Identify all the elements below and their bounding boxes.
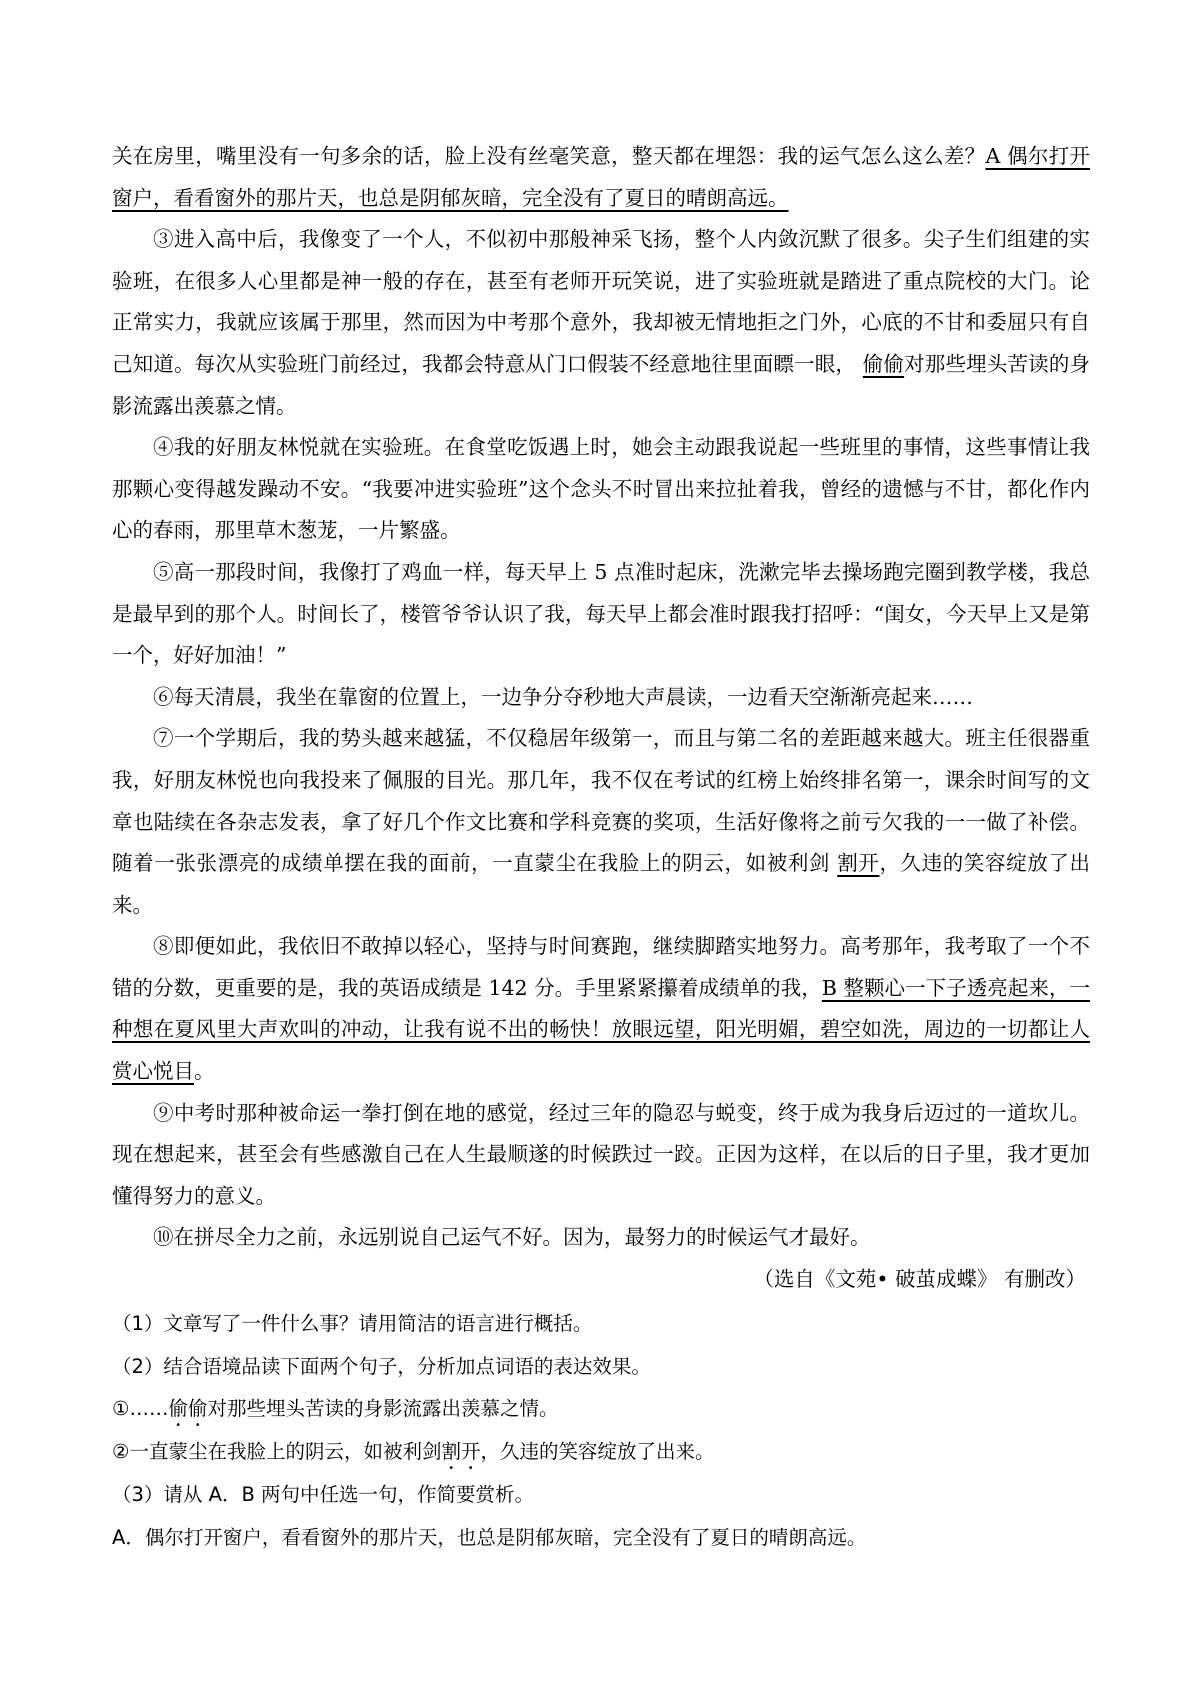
sentence-text: ①…… xyxy=(112,1397,169,1421)
paragraph-text: ⑦一个学期后，我的势头越来越猛，不仅稳居年级第一，而且与第二名的差距越来越大。班主任很器重我，好朋友林悦也向我投来了佩服的目光。那几年，我不仅在考试的红榜上始终排名第一，课余时间写的文章也陆续在各杂志发表，拿了好几个作文比赛和学科竞赛的奖项，生活好像将之前亏欠我的一一做了补偿。随着一张张漂亮的成绩单摆在我的面前，一直蒙尘在我脸上的阴云，如被利剑 xyxy=(112,726,1090,876)
paragraph-3 xyxy=(112,219,1090,427)
underlined-sentence-a: A 偶尔打开窗户，看看窗外的那片天，也总是阴郁灰暗，完全没有了夏日的晴朗高远。 xyxy=(112,144,1090,210)
paragraph-5: ⑤高一那段时间，我像打了鸡血一样，每天早上 5 点准时起床，洗漱完毕去操场跑完圈到教学楼，我总是最早到的那个人。时间长了，楼管爷爷认识了我，每天早上都会准时跟我打招呼：“闺女，今天早上又是第一个，好好加油！” xyxy=(112,559,1090,668)
paragraph-continued xyxy=(112,136,1090,219)
reading-passage xyxy=(112,136,1090,1301)
source-citation: （选自《文苑• 破茧成蝶》 有删改） xyxy=(753,1267,1086,1292)
question-2: （2）结合语境品读下面两个句子，分析加点词语的表达效果。 xyxy=(112,1354,651,1378)
paragraph-8 xyxy=(112,926,1090,1092)
paragraph-4: ④我的好朋友林悦就在实验班。在食堂吃饭遇上时，她会主动跟我说起一些班里的事情，这些事情让我那颗心变得越发躁动不安。“我要冲进实验班”这个念头不时冒出来拉扯着我，曾经的遗憾与不甘，都化作内心的春雨，那里草木葱茏，一片繁盛。 xyxy=(112,435,1090,543)
question-2-sentence-1 xyxy=(112,1388,1090,1431)
paragraph-text: 。 xyxy=(194,1059,215,1084)
question-1: （1）文章写了一件什么事？请用简洁的语言进行概括。 xyxy=(112,1312,593,1335)
dotted-word-toutou: 偷偷 xyxy=(168,1397,208,1421)
question-3-option-a: A．偶尔打开窗户，看看窗外的那片天，也总是阴郁灰暗，完全没有了夏日的晴朗高远。 xyxy=(112,1525,867,1549)
key-word-toutou: 偷偷 xyxy=(862,351,905,376)
paragraph-9: ⑨中考时那种被命运一拳打倒在地的感觉，经过三年的隐忍与蜕变，终于成为我身后迈过的一道坎儿。现在想起来，甚至会有些感激自己在人生最顺遂的时候跌过一跤。正因为这样，在以后的日子里，我才更加懂得努力的意义。 xyxy=(112,1100,1090,1208)
paragraph-text: 关在房里，嘴里没有一句多余的话，脸上没有丝毫笑意，整天都在埋怨：我的运气怎么这么差？ xyxy=(112,144,986,168)
paragraph-6: ⑥每天清晨，我坐在靠窗的位置上，一边争分夺秒地大声晨读，一边看天空渐渐亮起来…… xyxy=(153,684,973,709)
question-2-sentence-2 xyxy=(112,1431,1090,1474)
question-section xyxy=(112,1303,1090,1559)
sentence-text: ，久违的笑容绽放了出来。 xyxy=(480,1440,715,1464)
paragraph-text: 对那些埋头苦读的身影流露出羡慕之情。 xyxy=(112,351,1090,418)
paragraph-text: ③进入高中后，我像变了一个人，不似初中那般神采飞扬，整个人内敛沉默了很多。尖子生们组建的实验班，在很多人心里都是神一般的存在，甚至有老师开玩笑说，进了实验班就是踏进了重点院校的大门。论正常实力，我就应该属于那里，然而因为中考那个意外，我却被无情地拒之门外，心底的不甘和委屈只有自己知道。每次从实验班门前经过，我都会特意从门口假装不经意地往里面瞟一眼， xyxy=(112,227,1090,376)
paragraph-text: ，久违的笑容绽放了出来。 xyxy=(112,851,1091,917)
paragraph-7 xyxy=(112,718,1090,926)
sentence-text: ②一直蒙尘在我脸上的阴云，如被利剑 xyxy=(112,1440,442,1464)
key-word-gekai: 割开 xyxy=(837,851,880,876)
underlined-sentence-b: B 整颗心一下子透亮起来，一种想在夏风里大声欢叫的冲动，让我有说不出的畅快！放眼远望，阳光明媚，碧空如洗，周边的一切都让人赏心悦目 xyxy=(112,975,1090,1084)
sentence-text: 对那些埋头苦读的身影流露出羡慕之情。 xyxy=(207,1397,559,1421)
paragraph-10: ⑩在拼尽全力之前，永远别说自己运气不好。因为，最努力的时候运气才最好。 xyxy=(153,1225,871,1250)
dotted-word-gekai: 割开 xyxy=(441,1440,481,1464)
paragraph-text: ⑧即便如此，我依旧不敢掉以轻心，坚持与时间赛跑，继续脚踏实地努力。高考那年，我考取了一个不错的分数，更重要的是，我的英语成绩是 142 分。手里紧紧攥着成绩单的我， xyxy=(112,934,1090,1000)
question-3: （3）请从 A．B 两句中任选一句，作简要赏析。 xyxy=(112,1483,535,1507)
